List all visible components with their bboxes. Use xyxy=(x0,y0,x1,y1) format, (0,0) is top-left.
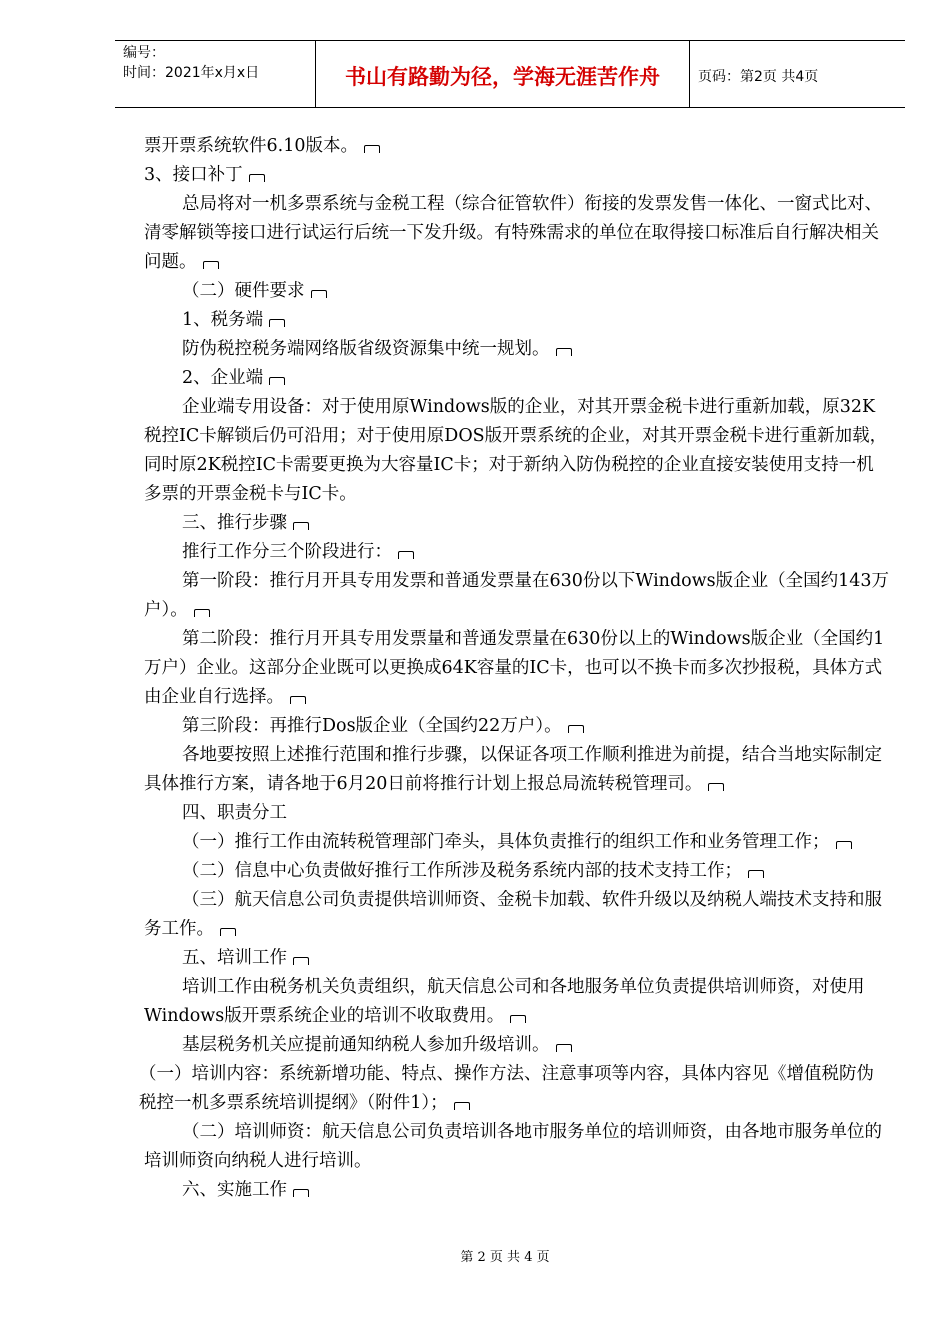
paragraph-mark-icon xyxy=(293,1189,309,1197)
paragraph: 防伪税控税务端网络版省级资源集中统一规划。 xyxy=(144,335,890,364)
paragraph-mark-icon xyxy=(203,261,219,269)
section-heading: 五、培训工作 xyxy=(144,944,890,973)
paragraph: 企业端专用设备：对于使用原Windows版的企业，对其开票金税卡进行重新加载，原32K税控IC卡解锁后仍可沿用；对于使用原DOS版开票系统的企业，对其开票金税卡进行重新加载，同时原2K税控IC卡需要更换为大容量IC卡；对于新纳入防伪税控的企业直接安装使用支持一机多票的开票金税卡与IC卡。 xyxy=(144,397,888,504)
paragraph-mark-icon xyxy=(748,870,764,878)
paragraph-mark-icon xyxy=(249,174,265,182)
section-heading: 四、职责分工 xyxy=(182,803,287,823)
page-footer: 第 2 页 共 4 页 xyxy=(460,1250,550,1265)
paragraph-mark-icon xyxy=(398,551,414,559)
paragraph-mark-icon xyxy=(311,290,327,298)
section-heading: 三、推行步骤 xyxy=(144,509,890,538)
paragraph: 第三阶段：再推行Dos版企业（全国约22万户）。 xyxy=(144,712,890,741)
page-header xyxy=(115,40,905,108)
paragraph-mark-icon xyxy=(290,696,306,704)
paragraph: 第二阶段：推行月开具专用发票量和普通发票量在630份以上的Windows版企业（全国约1万户）企业。这部分企业既可以更换成64K容量的IC卡，也可以不换卡而多次抄报税，具体方式由企业自行选择。 xyxy=(144,629,885,707)
subsection-heading: 1、税务端 xyxy=(144,306,890,335)
paragraph-mark-icon xyxy=(269,377,285,385)
section-heading: 六、实施工作 xyxy=(144,1176,890,1205)
paragraph: （二）培训师资：航天信息公司负责培训各地市服务单位的培训师资，由各地市服务单位的培训师资向纳税人进行培训。 xyxy=(144,1122,882,1171)
section-heading: （二）硬件要求 xyxy=(144,277,890,306)
paragraph-mark-icon xyxy=(293,957,309,965)
header-motto: 书山有路勤为径，学海无涯苦作舟 xyxy=(315,41,690,107)
paragraph: 推行工作分三个阶段进行： xyxy=(144,538,890,567)
paragraph-mark-icon xyxy=(568,725,584,733)
document-time: 时间：2021年x月x日 xyxy=(123,65,260,81)
paragraph-mark-icon xyxy=(510,1015,526,1023)
paragraph: 3、接口补丁 xyxy=(144,161,890,190)
paragraph-mark-icon xyxy=(220,928,236,936)
paragraph: 总局将对一机多票系统与金税工程（综合征管软件）衔接的发票发售一体化、一窗式比对、清零解锁等接口进行试运行后统一下发升级。有特殊需求的单位在取得接口标准后自行解决相关问题。 xyxy=(144,194,882,272)
paragraph-mark-icon xyxy=(194,609,210,617)
subsection-heading: 2、企业端 xyxy=(144,364,890,393)
paragraph-mark-icon xyxy=(556,1044,572,1052)
paragraph: 基层税务机关应提前通知纳税人参加升级培训。 xyxy=(144,1031,890,1060)
paragraph-mark-icon xyxy=(556,348,572,356)
paragraph-mark-icon xyxy=(708,783,724,791)
paragraph: 培训工作由税务机关负责组织，航天信息公司和各地服务单位负责提供培训师资，对使用Windows版开票系统企业的培训不收取费用。 xyxy=(144,977,865,1026)
document-number: 编号： xyxy=(123,45,165,61)
paragraph: 第一阶段：推行月开具专用发票和普通发票量在630份以下Windows版企业（全国约143万户）。 xyxy=(144,571,890,620)
paragraph: （三）航天信息公司负责提供培训师资、金税卡加载、软件升级以及纳税人端技术支持和服务工作。 xyxy=(144,890,882,939)
paragraph-mark-icon xyxy=(454,1102,470,1110)
paragraph: 票开票系统软件6.10版本。 xyxy=(144,132,890,161)
paragraph: （一）推行工作由流转税管理部门牵头，具体负责推行的组织工作和业务管理工作； xyxy=(144,828,890,857)
paragraph-mark-icon xyxy=(364,145,380,153)
header-page-number: 页码：第2页 共4页 xyxy=(698,69,819,85)
header-meta xyxy=(115,41,315,107)
document-body xyxy=(139,132,890,1205)
paragraph: （二）信息中心负责做好推行工作所涉及税务系统内部的技术支持工作； xyxy=(144,857,890,886)
paragraph-mark-icon xyxy=(836,841,852,849)
paragraph: 各地要按照上述推行范围和推行步骤，以保证各项工作顺利推进为前提，结合当地实际制定具体推行方案，请各地于6月20日前将推行计划上报总局流转税管理司。 xyxy=(144,745,882,794)
paragraph-mark-icon xyxy=(269,319,285,327)
paragraph-mark-icon xyxy=(293,522,309,530)
paragraph: （一）培训内容：系统新增功能、特点、操作方法、注意事项等内容，具体内容见《增值税防伪税控一机多票系统培训提纲》（附件1）； xyxy=(139,1064,874,1113)
